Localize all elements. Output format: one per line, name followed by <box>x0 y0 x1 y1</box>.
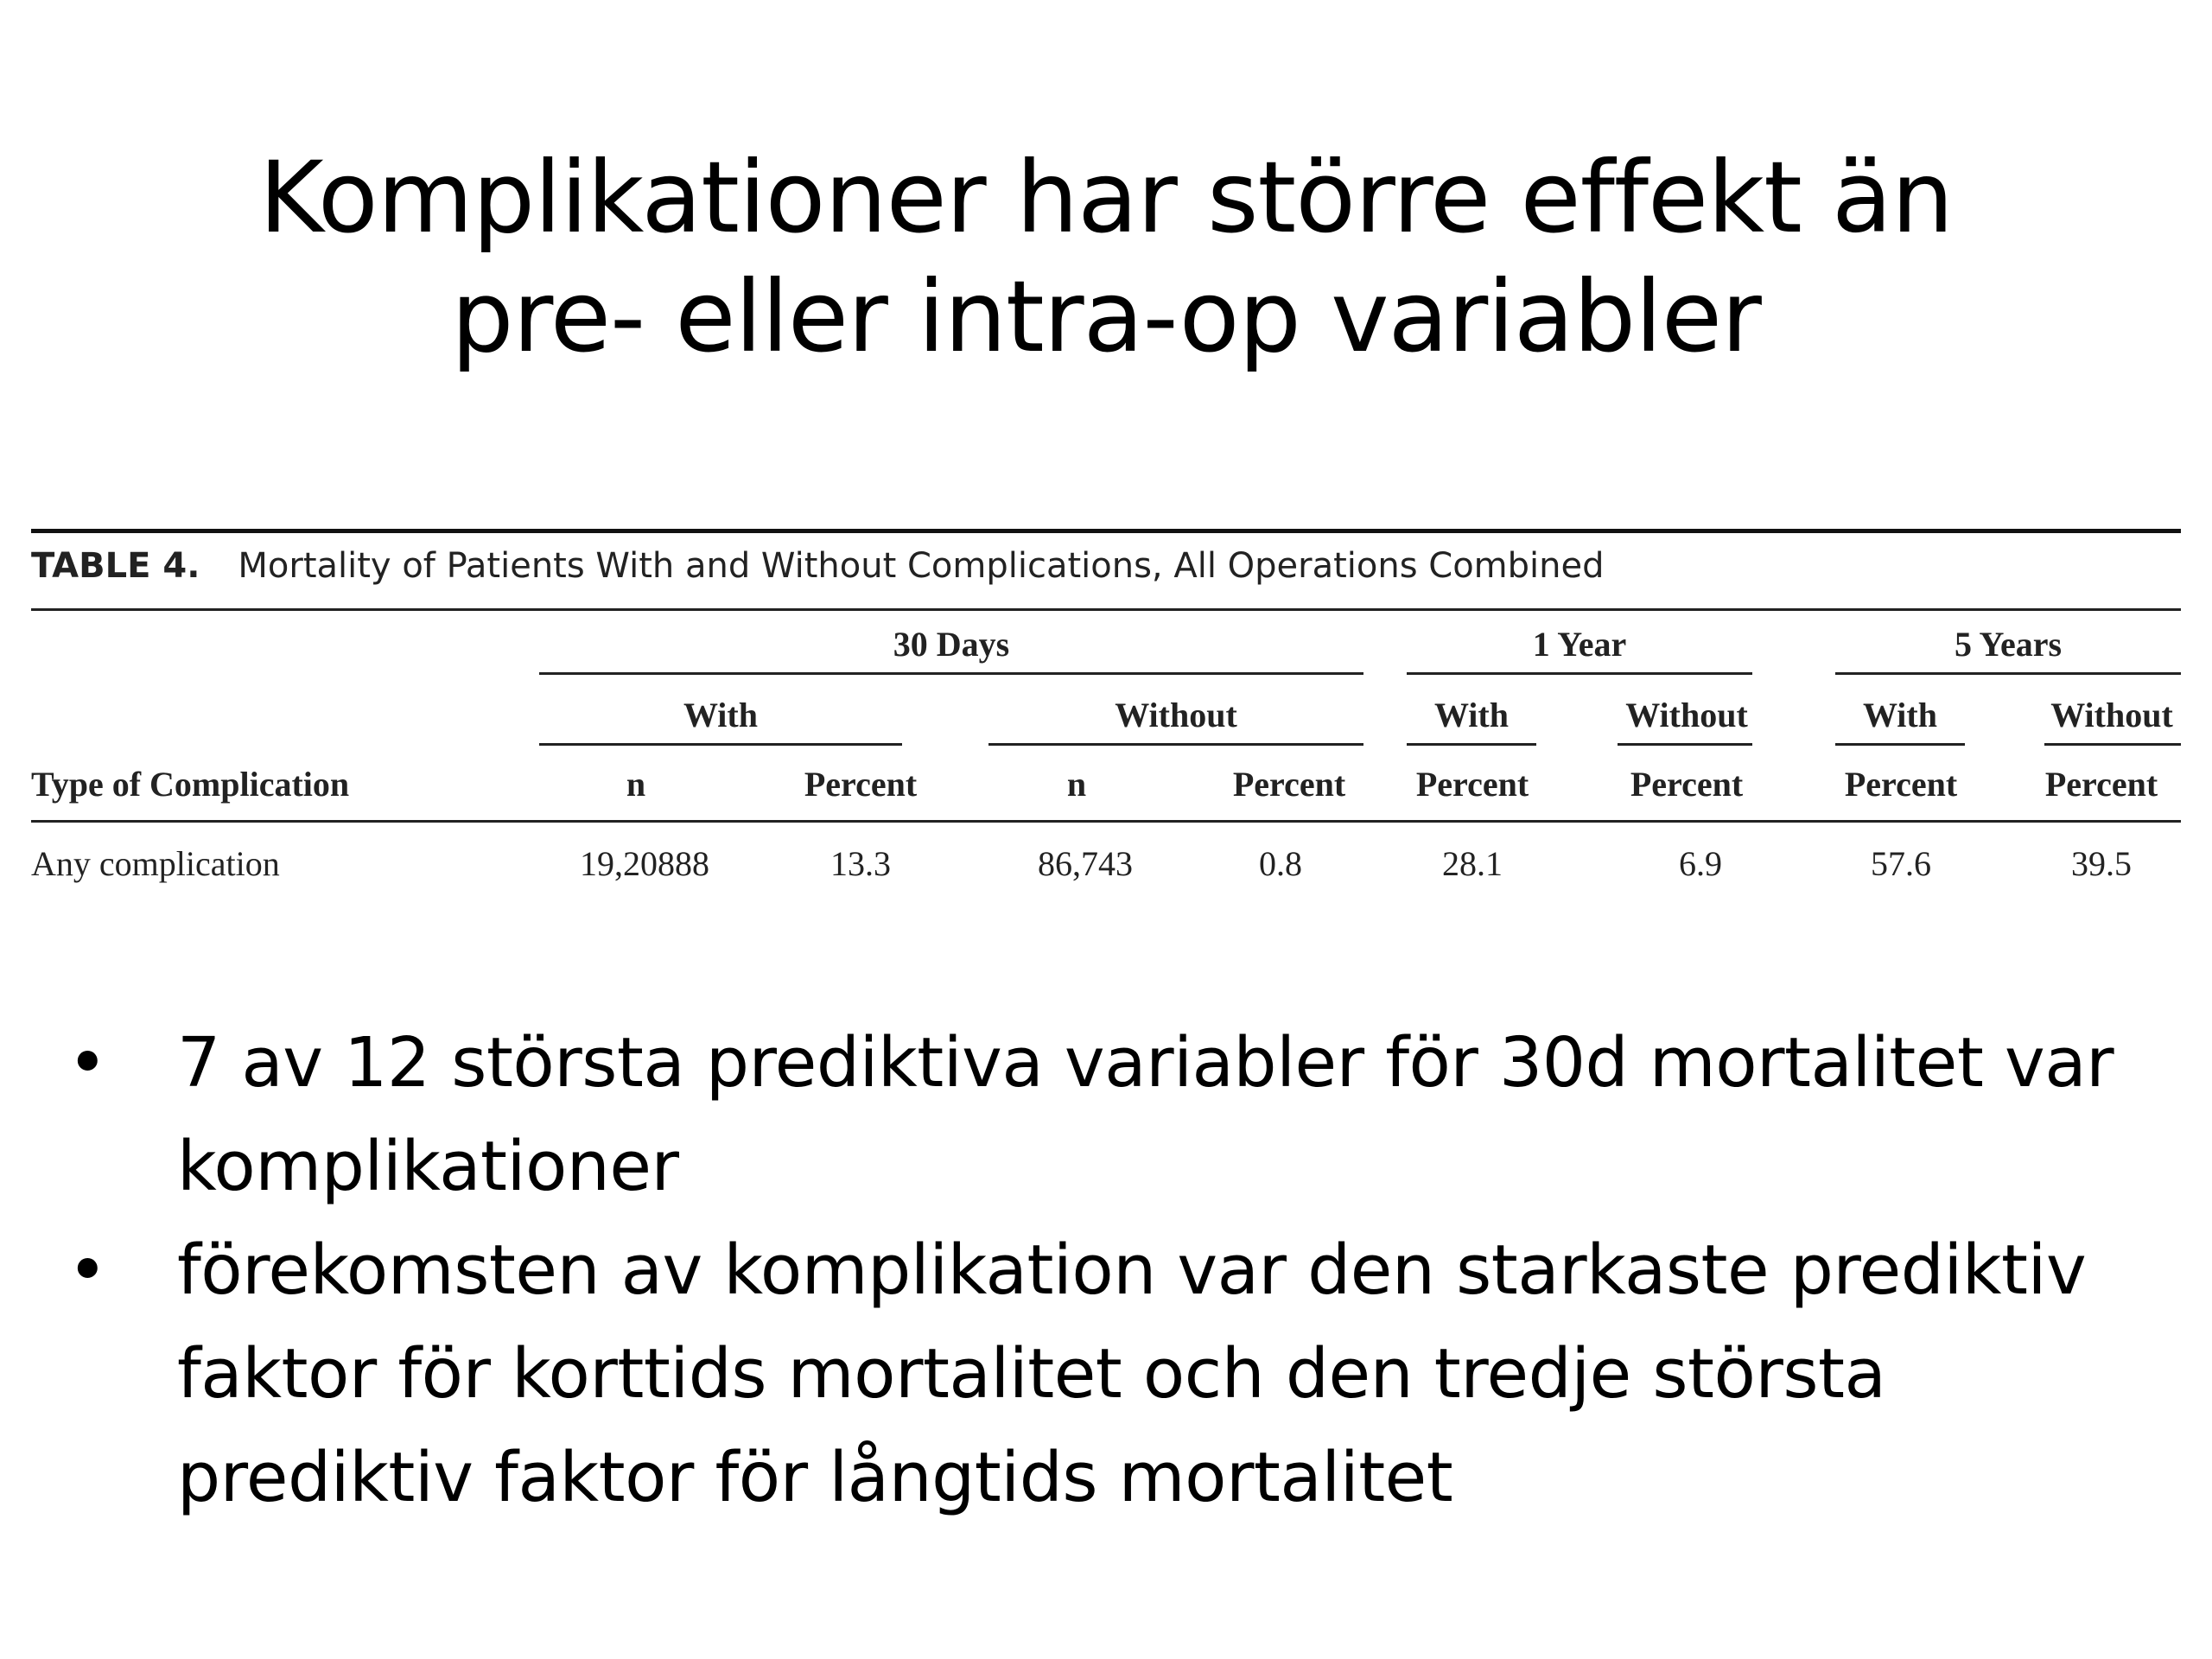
subheader-1y-with: With <box>1434 696 1509 734</box>
table-caption-label: TABLE 4. <box>31 546 200 586</box>
table-caption-text: Mortality of Patients With and Without Complications, All Operations Combined <box>238 546 1605 586</box>
column-header-30d-with-n: n <box>626 765 646 804</box>
cell-30d-with-n: 19,20888 <box>580 844 709 883</box>
group-header-1-year: 1 Year <box>1532 625 1627 664</box>
subheader-5y-without: Without <box>2050 696 2173 734</box>
group-rule-5-years <box>1835 672 2181 675</box>
cell-1y-with-percent: 28.1 <box>1442 844 1503 883</box>
subheader-30d-without: Without <box>1115 696 1237 734</box>
column-header-5y-without-percent: Percent <box>2044 765 2158 804</box>
table-caption <box>31 546 1604 586</box>
subrule-1y-with <box>1407 743 1536 746</box>
column-header-30d-with-percent: Percent <box>804 765 918 804</box>
subrule-30d-with <box>539 743 902 746</box>
column-header-1y-with-percent: Percent <box>1415 765 1529 804</box>
column-header-5y-with-percent: Percent <box>1844 765 1958 804</box>
subrule-1y-without <box>1618 743 1752 746</box>
subheader-1y-without: Without <box>1625 696 1748 734</box>
bullet-text-1: 7 av 12 största prediktiva variabler för 30d mortalitet var komplikationer <box>177 1023 2114 1206</box>
table-top-rule <box>31 529 2181 533</box>
subrule-5y-without <box>2044 743 2181 746</box>
bullet-text-2: förekomsten av komplikation var den starkaste prediktiv faktor för korttids mortalitet och den tredje största prediktiv faktor för långtids mortalitet <box>177 1230 2087 1517</box>
bullet-item-1 <box>0 1011 2156 1218</box>
subrule-5y-with <box>1835 743 1965 746</box>
slide-title <box>0 138 2212 377</box>
cell-5y-with-percent: 57.6 <box>1871 844 1931 883</box>
subrule-30d-without <box>988 743 1363 746</box>
column-header-type: Type of Complication <box>31 765 350 804</box>
cell-30d-with-percent: 13.3 <box>830 844 891 883</box>
group-rule-1-year <box>1407 672 1752 675</box>
column-header-1y-without-percent: Percent <box>1630 765 1744 804</box>
column-header-30d-without-percent: Percent <box>1232 765 1346 804</box>
group-rule-30-days <box>539 672 1363 675</box>
cell-30d-without-percent: 0.8 <box>1259 844 1302 883</box>
subheader-5y-with: With <box>1863 696 1937 734</box>
bullet-list <box>0 1011 2212 1529</box>
cell-type: Any complication <box>31 844 280 883</box>
column-header-30d-without-n: n <box>1066 765 1087 804</box>
bullet-dot-icon: • <box>67 1230 108 1310</box>
header-rule <box>31 820 2181 823</box>
group-header-5-years: 5 Years <box>1954 625 2063 664</box>
group-header-30-days: 30 Days <box>893 625 1010 664</box>
slide-title-line-2: pre- eller intra-op variabler <box>451 259 1761 374</box>
cell-1y-without-percent: 6.9 <box>1679 844 1722 883</box>
caption-rule <box>31 608 2181 611</box>
bullet-dot-icon: • <box>67 1023 108 1103</box>
bullet-item-2 <box>0 1218 2156 1529</box>
subheader-30d-with: With <box>683 696 758 734</box>
cell-30d-without-n: 86,743 <box>1038 844 1133 883</box>
slide-title-line-1: Komplikationer har större effekt än <box>258 140 1954 255</box>
cell-5y-without-percent: 39.5 <box>2071 844 2132 883</box>
